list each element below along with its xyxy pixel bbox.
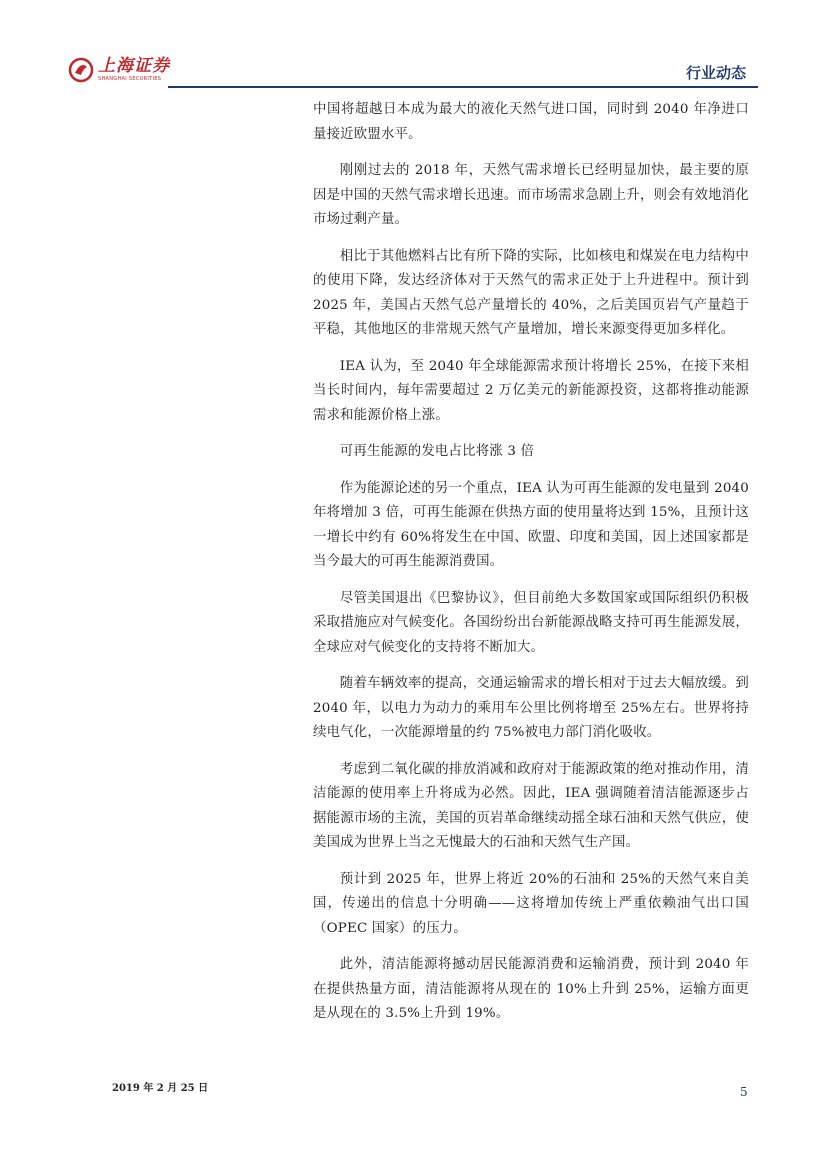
company-logo: [68, 56, 170, 83]
paragraph: 预计到 2025 年，世界上将近 20%的石油和 25%的天然气来自美国，传递出的信息十分明确——这将增加传统上严重依赖油气出口国（OPEC 国家）的压力。: [313, 871, 749, 936]
paragraph: 尽管美国退出《巴黎协议》，但目前绝大多数国家或国际组织仍积极采取措施应对气候变化。各国纷纷出台新能源战略支持可再生能源发展，全球应对气候变化的支持将不断加大。: [313, 590, 749, 655]
paragraph: 相比于其他燃料占比有所下降的实际，比如核电和煤炭在电力结构中的使用下降，发达经济体对于天然气的需求正处于上升进程中。预计到 2025 年，美国占天然气总产量增长的 40%，之后美国页岩气产量趋于平稳，其他地区的非常规天然气产量增加，增长来源变得更加多样化。: [313, 248, 749, 337]
paragraph: 此外，清洁能源将撼动居民能源消费和运输消费，预计到 2040 年在提供热量方面，清洁能源将从现在的 10%上升到 25%，运输方面更是从现在的 3.5%上升到 19%。: [313, 957, 749, 1021]
logo-english-name: SHANGHAI SECURITIES: [98, 76, 162, 82]
paragraph: 作为能源论述的另一个重点，IEA 认为可再生能源的发电量到 2040 年将增加 3 倍，可再生能源在供热方面的使用量将达到 15%，且预计这一增长中约有 60%将发生在中国、欧盟、印度和美国，因上述国家都是当今最大的可再生能源消费国。: [313, 480, 749, 569]
logo-emblem-icon: [68, 57, 94, 83]
paragraph: 考虑到二氧化碳的排放消减和政府对于能源政策的绝对推动作用，清洁能源的使用率上升将成为必然。因此，IEA 强调随着清洁能源逐步占据能源市场的主流，美国的页岩革命继续动摇全球石油和天然气供应，使美国成为世界上当之无愧最大的石油和天然气生产国。: [313, 761, 749, 850]
article-body: [313, 98, 749, 1039]
paragraph: IEA 认为，至 2040 年全球能源需求预计将增长 25%，在接下来相当长时间内，每年需要超过 2 万亿美元的新能源投资，这都将推动能源需求和能源价格上涨。: [313, 358, 749, 423]
document-type-label: 行业动态: [685, 64, 746, 82]
logo-chinese-name: 上海证券: [98, 56, 170, 76]
header-divider: [168, 86, 758, 88]
paragraph: 随着车辆效率的提高，交通运输需求的增长相对于过去大幅放缓。到 2040 年，以电力为动力的乘用车公里比例将增至 25%左右。世界将持续电气化，一次能源增量的约 75%被电力部门消化吸收。: [313, 676, 749, 740]
paragraph: 中国将超越日本成为最大的液化天然气进口国，同时到 2040 年净进口量接近欧盟水平。: [313, 102, 749, 142]
paragraph: 刚刚过去的 2018 年，天然气需求增长已经明显加快，最主要的原因是中国的天然气需求增长迅速。而市场需求急剧上升，则会有效地消化市场过剩产量。: [313, 163, 749, 227]
page-number: 5: [740, 1085, 748, 1099]
page-header: [68, 52, 758, 98]
footer-date: 2019 年 2 月 25 日: [112, 1083, 209, 1094]
section-heading: 可再生能源的发电占比将涨 3 倍: [339, 444, 535, 459]
